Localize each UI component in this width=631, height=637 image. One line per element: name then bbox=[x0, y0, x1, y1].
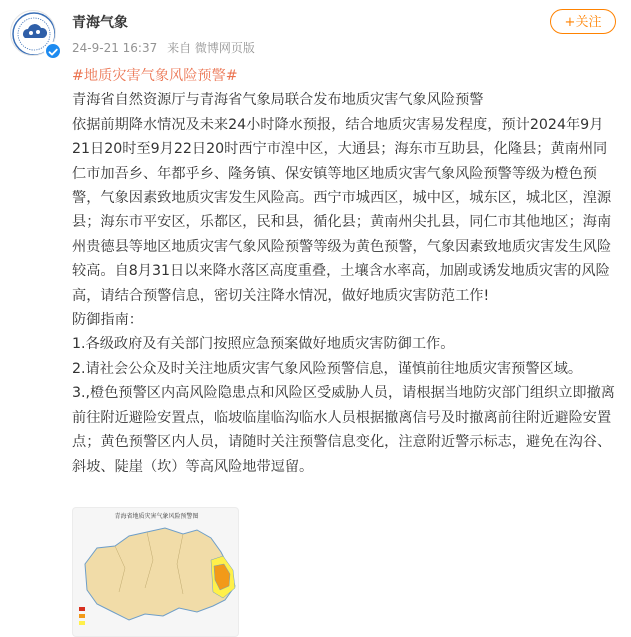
post-timestamp[interactable]: 24-9-21 16:37 bbox=[72, 41, 158, 55]
hashtag-link[interactable]: #地质灾害气象风险预警# bbox=[72, 68, 238, 84]
guide-item-3: 3.,橙色预警区内高风险隐患点和风险区受威胁人员，请根据当地防灾部门组织立即撤离前往附近避险安置点，临坡临崖临沟临水人员根据撤离信号及时撤离前往附近避险安置点；黄色预警区内人员，请随时关注预警信息变化，注意附近警示标志，避免在沟谷、斜坡、陡崖（坎）等高风险地带逗留。 bbox=[72, 385, 615, 475]
post-headline: 青海省自然资源厅与青海省气象局联合发布地质灾害气象风险预警 bbox=[72, 92, 484, 109]
map-title: 青海省地质灾害气象风险预警图 bbox=[114, 513, 199, 520]
post-content bbox=[72, 64, 620, 479]
guide-title: 防御指南： bbox=[72, 312, 143, 329]
post-image-thumbnail[interactable] bbox=[72, 507, 239, 637]
author-name[interactable]: 青海气象 bbox=[72, 15, 128, 31]
post-source: 来自 微博网页版 bbox=[167, 41, 255, 55]
post-body: 依据前期降水情况及未来24小时降水预报，结合地质灾害易发程度，预计2024年9月21日20时至9月22日20时西宁市湟中区，大通县；海东市互助县，化隆县；黄南州同仁市加吾乡、年都乎乡、隆务镇、保安镇等地区地质灾害气象风险预警等级为橙色预警，气象因素致地质灾害发生风险高。西宁市城西区，城中区，城东区，城北区，湟源县；海东市平安区，乐都区，民和县，循化县；黄南州尖扎县，同仁市其他地区；海南州贵德县等地区地质灾害气象风险预警等级为黄色预警，气象因素致地质灾害发生风险较高。自8月31日以来降水落区高度重叠，土壤含水率高，加剧或诱发地质灾害的风险高，请结合预警信息，密切关注降水情况，做好地质灾害防范工作! bbox=[72, 116, 612, 304]
follow-button[interactable]: +关注 bbox=[550, 9, 616, 34]
legend-swatch-orange bbox=[79, 614, 85, 618]
guide-item-1: 1.各级政府及有关部门按照应急预案做好地质灾害防御工作。 bbox=[72, 336, 455, 353]
verified-badge-icon bbox=[44, 42, 62, 60]
legend-swatch-yellow bbox=[79, 621, 85, 625]
legend-swatch-red bbox=[79, 607, 85, 611]
guide-item-2: 2.请社会公众及时关注地质灾害气象风险预警信息，谨慎前往地质灾害预警区域。 bbox=[72, 360, 583, 377]
post-meta bbox=[72, 39, 261, 56]
warning-map bbox=[73, 508, 239, 637]
